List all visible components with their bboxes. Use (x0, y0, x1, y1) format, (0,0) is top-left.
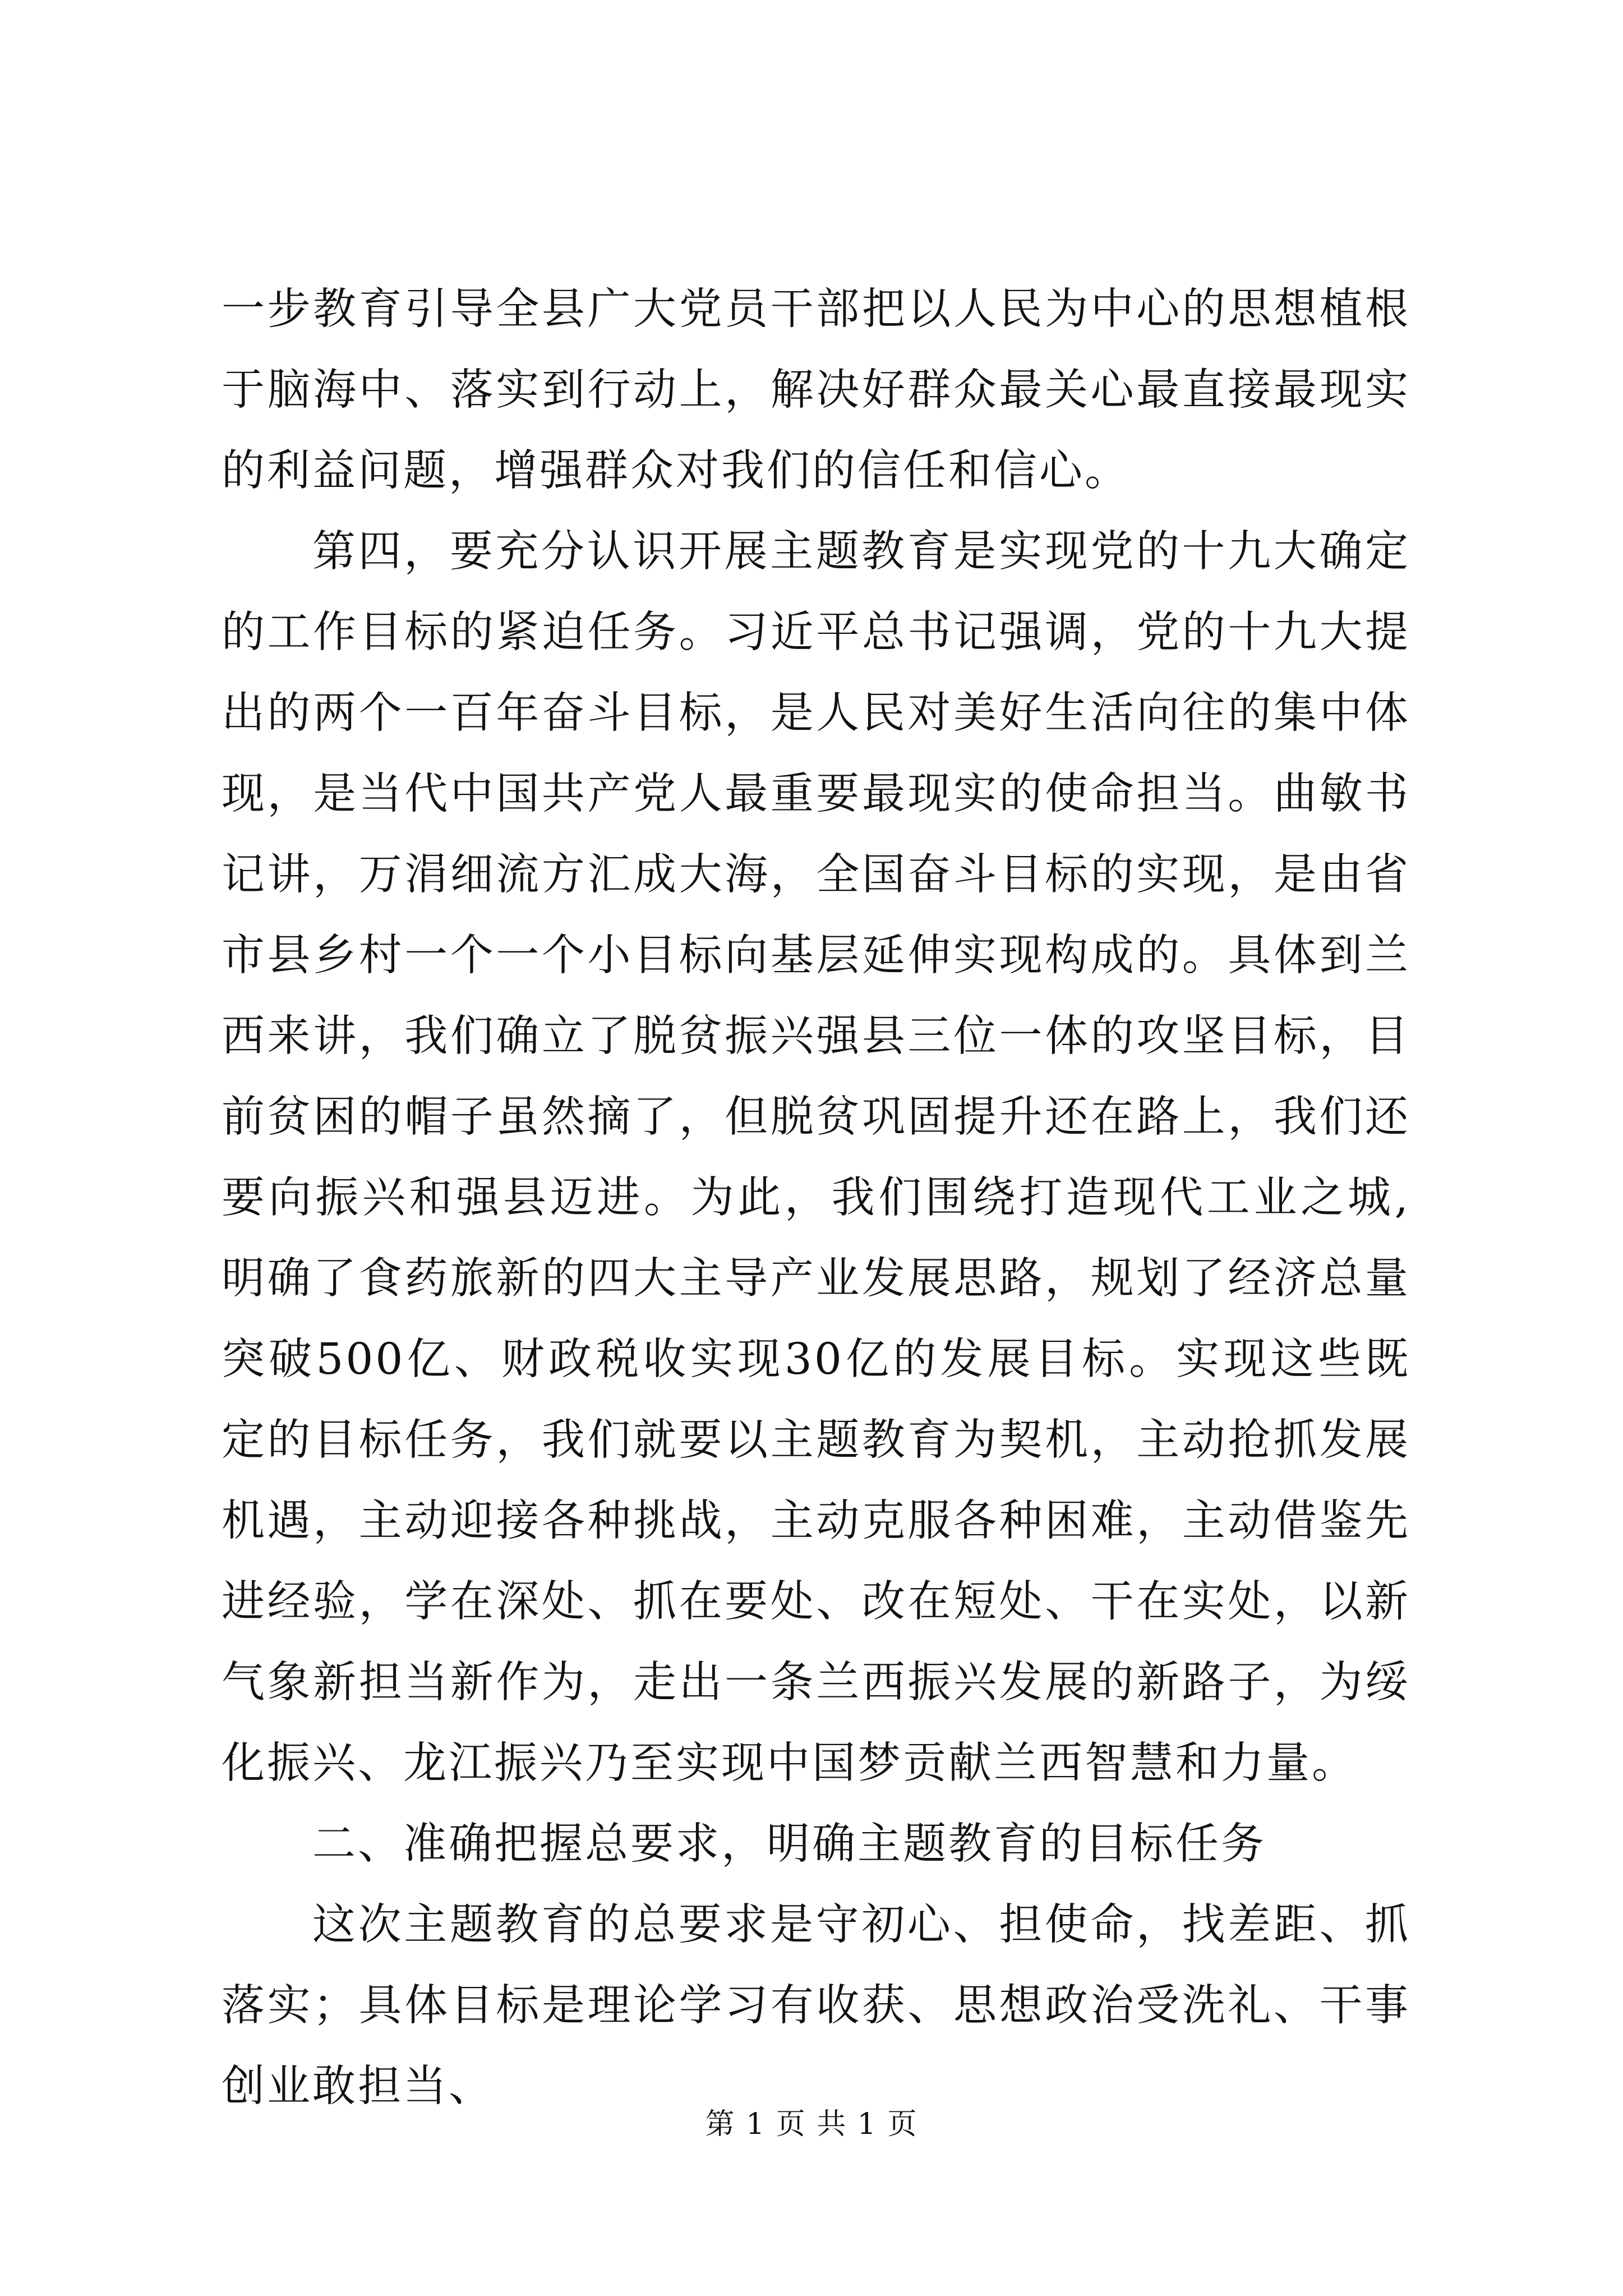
page-footer: 第 1 页 共 1 页 (705, 2108, 918, 2141)
section-heading-two: 二、准确把握总要求，明确主题教育的目标任务 (312, 1819, 1266, 1869)
paragraph-continuation: 一步教育引导全县广大党员干部把以人民为中心的思想植根于脑海中、落实到行动上，解决好群众最关心最直接最现实的利益问题，增强群众对我们的信任和信心。 (222, 284, 1410, 496)
paragraph-general-requirements: 这次主题教育的总要求是守初心、担使命，找差距、抓落实；具体目标是理论学习有收获、思想政治受洗礼、干事创业敢担当、 (222, 1900, 1410, 2111)
document-body (222, 269, 1410, 2127)
paragraph-fourth-point: 第四，要充分认识开展主题教育是实现党的十九大确定的工作目标的紧迫任务。习近平总书记强调，党的十九大提出的两个一百年奋斗目标，是人民对美好生活向往的集中体现，是当代中国共产党人最重要最现实的使命担当。曲敏书记讲，万涓细流方汇成大海，全国奋斗目标的实现，是由省市县乡村一个一个小目标向基层延伸实现构成的。具体到兰西来讲，我们确立了脱贫振兴强县三位一体的攻坚目标，目前贫困的帽子虽然摘了，但脱贫巩固提升还在路上，我们还要向振兴和强县迈进。为此，我们围绕打造现代工业之城,明确了食药旅新的四大主导产业发展思路，规划了经济总量突破500亿、财政税收实现30亿的发展目标。实现这些既定的目标任务，我们就要以主题教育为契机，主动抢抓发展机遇，主动迎接各种挑战，主动克服各种困难，主动借鉴先进经验，学在深处、抓在要处、改在短处、干在实处，以新气象新担当新作为，走出一条兰西振兴发展的新路子，为绥化振兴、龙江振兴乃至实现中国梦贡献兰西智慧和力量。 (222, 527, 1410, 1788)
